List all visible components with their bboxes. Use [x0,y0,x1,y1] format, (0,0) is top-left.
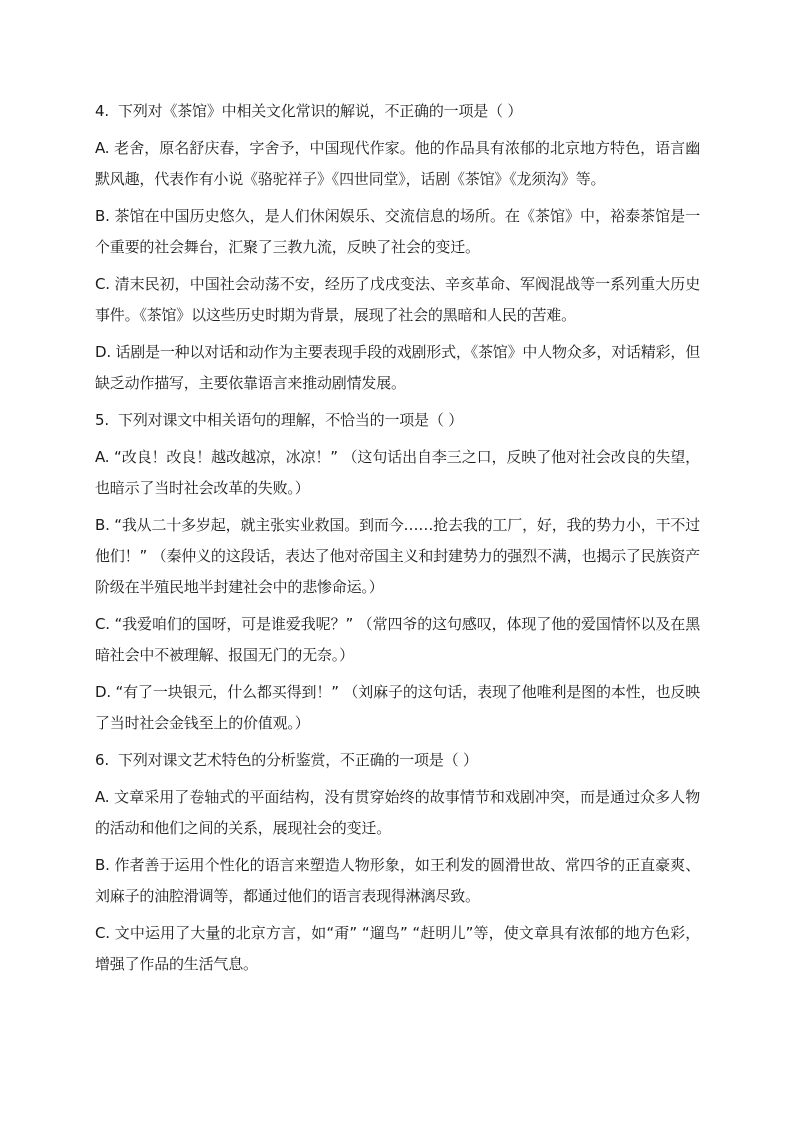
question-4-option-d: D. 话剧是一种以对话和动作为主要表现手段的戏剧形式，《茶馆》中人物众多，对话精彩，但缺乏动作描写，主要依靠语言来推动剧情发展。 [95,343,700,392]
question-6-option-a: A. 文章采用了卷轴式的平面结构，没有贯穿始终的故事情节和戏剧冲突，而是通过众多人物的活动和他们之间的关系，展现社会的变迁。 [95,788,700,837]
question-6-stem: 6. 下列对课文艺术特色的分析鉴赏，不正确的一项是（ ） [95,751,478,769]
question-5-option-d: D. “有了一块银元，什么都买得到！” （刘麻子的这句话，表现了他唯利是图的本性，也反映了当时社会金钱至上的价值观。） [95,683,700,732]
question-6-option-c: C. 文中运用了大量的北京方言，如“甭” “遛鸟” “赶明儿”等，使文章具有浓郁的地方色彩，增强了作品的生活气息。 [95,924,700,973]
question-content [95,96,700,986]
question-5-stem: 5. 下列对课文中相关语句的理解，不恰当的一项是（ ） [95,411,464,429]
question-4-stem: 4. 下列对《茶馆》中相关文化常识的解说，不正确的一项是（ ） [95,102,523,120]
question-4-option-b: B. 茶馆在中国历史悠久，是人们休闲娱乐、交流信息的场所。在《茶馆》中，裕泰茶馆是一个重要的社会舞台，汇聚了三教九流，反映了社会的变迁。 [95,207,700,256]
question-5 [95,405,700,739]
question-4 [95,96,700,399]
question-4-option-a: A. 老舍，原名舒庆春，字舍予，中国现代作家。他的作品具有浓郁的北京地方特色，语言幽默风趣，代表作有小说《骆驼祥子》《四世同堂》，话剧《茶馆》《龙须沟》等。 [95,139,700,188]
question-5-option-a: A. “改良！改良！越改越凉，冰凉！” （这句话出自李三之口，反映了他对社会改良的失望，也暗示了当时社会改革的失败。） [95,448,700,497]
question-4-option-c: C. 清末民初，中国社会动荡不安，经历了戊戌变法、辛亥革命、军阀混战等一系列重大历史事件。《茶馆》以这些历史时期为背景，展现了社会的黑暗和人民的苦难。 [95,275,700,324]
question-6 [95,745,700,980]
question-5-option-b: B. “我从二十多岁起，就主张实业救国。到而今……抢去我的工厂，好，我的势力小，干不过他们！” （秦仲义的这段话，表达了他对帝国主义和封建势力的强烈不满，也揭示了民族资产阶级在半殖民地半封建社会中的悲惨命运。） [95,516,700,596]
question-5-option-c: C. “我爱咱们的国呀，可是谁爱我呢？” （常四爷的这句感叹，体现了他的爱国情怀以及在黑暗社会中不被理解、报国无门的无奈。） [95,615,700,664]
question-6-option-b: B. 作者善于运用个性化的语言来塑造人物形象，如王利发的圆滑世故、常四爷的正直豪爽、刘麻子的油腔滑调等，都通过他们的语言表现得淋漓尽致。 [95,856,700,905]
